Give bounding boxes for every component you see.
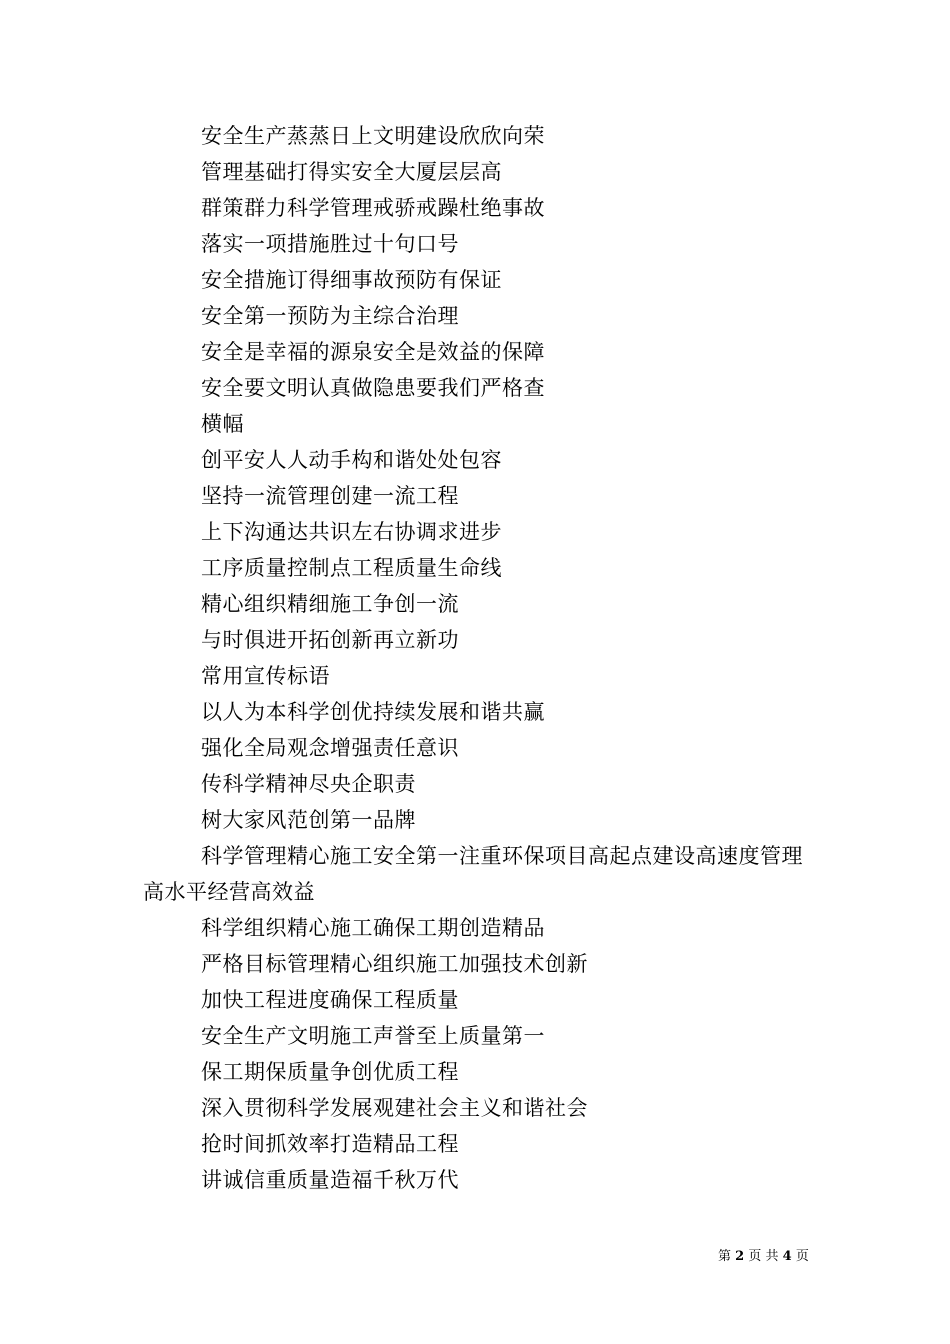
slogan-line: 群策群力科学管理戒骄戒躁杜绝事故	[201, 196, 545, 220]
slogan-line: 深入贯彻科学发展观建社会主义和谐社会	[201, 1096, 588, 1120]
slogan-line: 安全生产文明施工声誉至上质量第一	[201, 1024, 545, 1048]
slogan-line: 安全措施订得细事故预防有保证	[201, 268, 502, 292]
slogan-line: 保工期保质量争创优质工程	[201, 1060, 459, 1084]
footer-suffix: 页	[795, 1249, 809, 1264]
slogan-line: 树大家风范创第一品牌	[201, 808, 416, 832]
slogan-line: 安全第一预防为主综合治理	[201, 304, 459, 328]
slogan-line: 与时俱进开拓创新再立新功	[201, 628, 459, 652]
slogan-line: 安全是幸福的源泉安全是效益的保障	[201, 340, 545, 364]
footer-prefix: 第	[718, 1249, 732, 1264]
current-page-number: 2	[735, 1249, 745, 1264]
section-heading-common-slogans: 常用宣传标语	[201, 664, 330, 688]
slogan-line: 以人为本科学创优持续发展和谐共赢	[201, 700, 545, 724]
slogan-line: 传科学精神尽央企职责	[201, 772, 416, 796]
document-body	[143, 118, 823, 1198]
slogan-line: 安全生产蒸蒸日上文明建设欣欣向荣	[201, 124, 545, 148]
slogan-line: 安全要文明认真做隐患要我们严格查	[201, 376, 545, 400]
slogan-line: 落实一项措施胜过十句口号	[201, 232, 459, 256]
slogan-line: 强化全局观念增强责任意识	[201, 736, 459, 760]
slogan-line: 上下沟通达共识左右协调求进步	[201, 520, 502, 544]
slogan-line: 创平安人人动手构和谐处处包容	[201, 448, 502, 472]
slogan-line: 科学组织精心施工确保工期创造精品	[201, 916, 545, 940]
page-number-footer	[718, 1248, 809, 1266]
slogan-line: 抢时间抓效率打造精品工程	[201, 1132, 459, 1156]
slogan-line: 讲诚信重质量造福千秋万代	[201, 1168, 459, 1192]
slogan-line: 严格目标管理精心组织施工加强技术创新	[201, 952, 588, 976]
slogan-line: 精心组织精细施工争创一流	[201, 592, 459, 616]
section-heading-banner: 横幅	[201, 412, 244, 436]
slogan-line: 坚持一流管理创建一流工程	[201, 484, 459, 508]
total-page-number: 4	[782, 1249, 792, 1264]
slogan-line: 管理基础打得实安全大厦层层高	[201, 160, 502, 184]
footer-middle: 页 共	[748, 1249, 779, 1264]
slogan-line: 加快工程进度确保工程质量	[201, 988, 459, 1012]
slogan-line: 工序质量控制点工程质量生命线	[201, 556, 502, 580]
slogan-paragraph: 科学管理精心施工安全第一注重环保项目高起点建设高速度管理高水平经营高效益	[143, 844, 803, 904]
